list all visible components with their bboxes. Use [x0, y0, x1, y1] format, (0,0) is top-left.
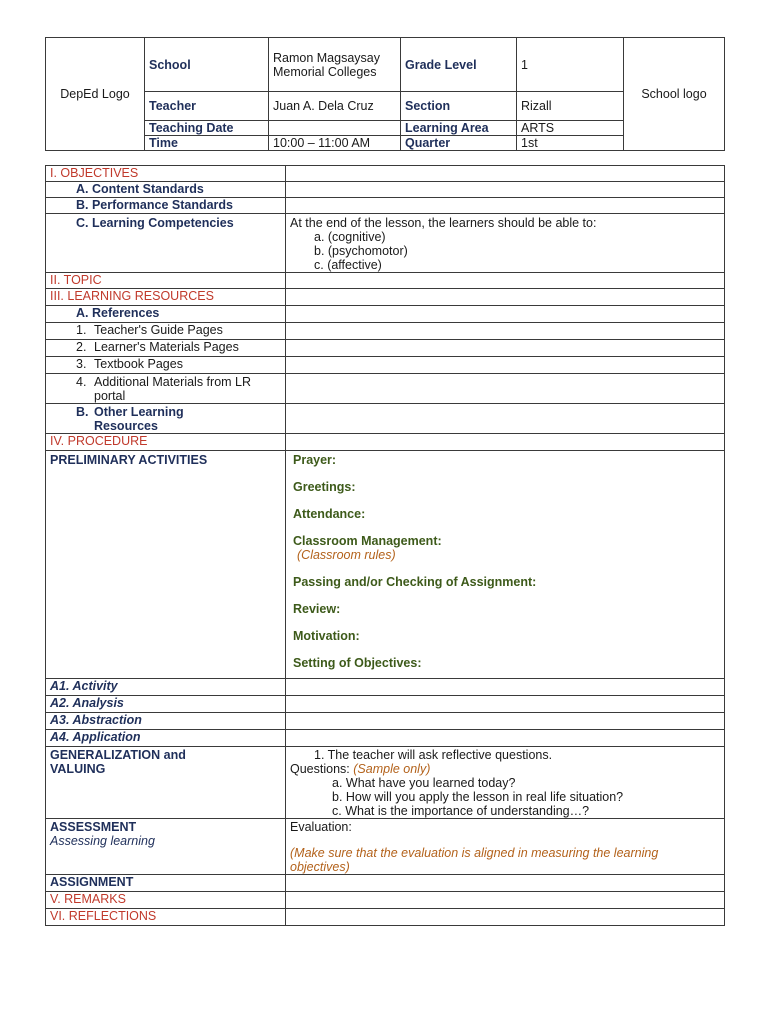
- resource-item-additional-materials: 4. Additional Materials from LR portal: [46, 374, 286, 404]
- generalization-question: a. What have you learned today?: [332, 776, 516, 790]
- resource-item-teachers-guide: 1. Teacher's Guide Pages: [46, 323, 286, 340]
- header-table: [45, 37, 725, 151]
- preliminary-activities-label: PRELIMINARY ACTIVITIES: [46, 451, 286, 679]
- learning-competencies-content: [286, 214, 725, 273]
- objectives-heading: I. OBJECTIVES: [46, 166, 286, 182]
- classroom-rules-note: (Classroom rules): [297, 548, 396, 562]
- school-value: Ramon Magsaysay Memorial Colleges: [269, 38, 401, 92]
- learning-resources-heading: III. LEARNING RESOURCES: [46, 289, 286, 306]
- time-value: 10:00 – 11:00 AM: [269, 136, 401, 151]
- assessment-sublabel: Assessing learning: [50, 834, 155, 848]
- school-logo: School logo: [624, 38, 725, 151]
- generalization-question: b. How will you apply the lesson in real life situation?: [332, 790, 624, 804]
- assignment-check-label: Passing and/or Checking of Assignment:: [293, 575, 537, 589]
- competencies-intro: At the end of the lesson, the learners should be able to:: [290, 216, 597, 230]
- generalization-label: GENERALIZATION and VALUING: [46, 747, 286, 819]
- application-label: A4. Application: [46, 730, 286, 747]
- generalization-item-1: 1. The teacher will ask reflective questions.: [314, 748, 553, 762]
- review-label: Review:: [293, 602, 341, 616]
- assignment-label: ASSIGNMENT: [46, 875, 286, 892]
- competency-psychomotor: b. (psychomotor): [314, 244, 408, 258]
- competencies-list: [290, 230, 720, 272]
- assessment-label: ASSESSMENT: [50, 820, 137, 834]
- preliminary-activities-content: [286, 451, 725, 679]
- teacher-value: Juan A. Dela Cruz: [269, 92, 401, 121]
- learning-competencies-label: C. Learning Competencies: [46, 214, 286, 273]
- teaching-date-value: [269, 121, 401, 136]
- activity-label: A1. Activity: [46, 679, 286, 696]
- generalization-question: c. What is the importance of understanding…?: [332, 804, 590, 818]
- procedure-heading: IV. PROCEDURE: [46, 434, 286, 451]
- competency-affective: c. (affective): [314, 258, 382, 272]
- classroom-management-label: Classroom Management:: [293, 534, 442, 548]
- generalization-question-list: [290, 776, 720, 818]
- prayer-label: Prayer:: [293, 453, 337, 467]
- grade-level-value: 1: [517, 38, 624, 92]
- assessment-content: [286, 819, 725, 875]
- assessment-cell: [46, 819, 286, 875]
- learning-area-value: ARTS: [517, 121, 624, 136]
- quarter-value: 1st: [517, 136, 624, 151]
- setting-objectives-label: Setting of Objectives:: [293, 656, 422, 670]
- teaching-date-label: Teaching Date: [145, 121, 269, 136]
- time-label: Time: [145, 136, 269, 151]
- other-learning-resources-label: B. Other Learning Resources: [46, 404, 286, 434]
- resource-item-textbook: 3. Textbook Pages: [46, 357, 286, 374]
- reflections-heading: VI. REFLECTIONS: [46, 909, 286, 926]
- section-value: Rizall: [517, 92, 624, 121]
- remarks-heading: V. REMARKS: [46, 892, 286, 909]
- quarter-label: Quarter: [401, 136, 517, 151]
- resource-item-learners-materials: 2. Learner's Materials Pages: [46, 340, 286, 357]
- generalization-content: [286, 747, 725, 819]
- greetings-label: Greetings:: [293, 480, 356, 494]
- content-standards-label: A. Content Standards: [46, 182, 286, 198]
- teacher-label: Teacher: [145, 92, 269, 121]
- evaluation-note: (Make sure that the evaluation is aligned in measuring the learning objectives): [290, 846, 659, 874]
- attendance-label: Attendance:: [293, 507, 366, 521]
- school-label: School: [145, 38, 269, 92]
- lesson-plan-table: [45, 165, 725, 926]
- section-label: Section: [401, 92, 517, 121]
- performance-standards-label: B. Performance Standards: [46, 198, 286, 214]
- analysis-label: A2. Analysis: [46, 696, 286, 713]
- generalization-questions: Questions: (Sample only): [290, 762, 431, 776]
- competency-cognitive: a. (cognitive): [314, 230, 386, 244]
- topic-heading: II. TOPIC: [46, 273, 286, 289]
- references-label: A. References: [46, 306, 286, 323]
- motivation-label: Motivation:: [293, 629, 360, 643]
- deped-logo: DepEd Logo: [46, 38, 145, 151]
- learning-area-label: Learning Area: [401, 121, 517, 136]
- abstraction-label: A3. Abstraction: [46, 713, 286, 730]
- evaluation-label: Evaluation:: [290, 820, 352, 834]
- grade-level-label: Grade Level: [401, 38, 517, 92]
